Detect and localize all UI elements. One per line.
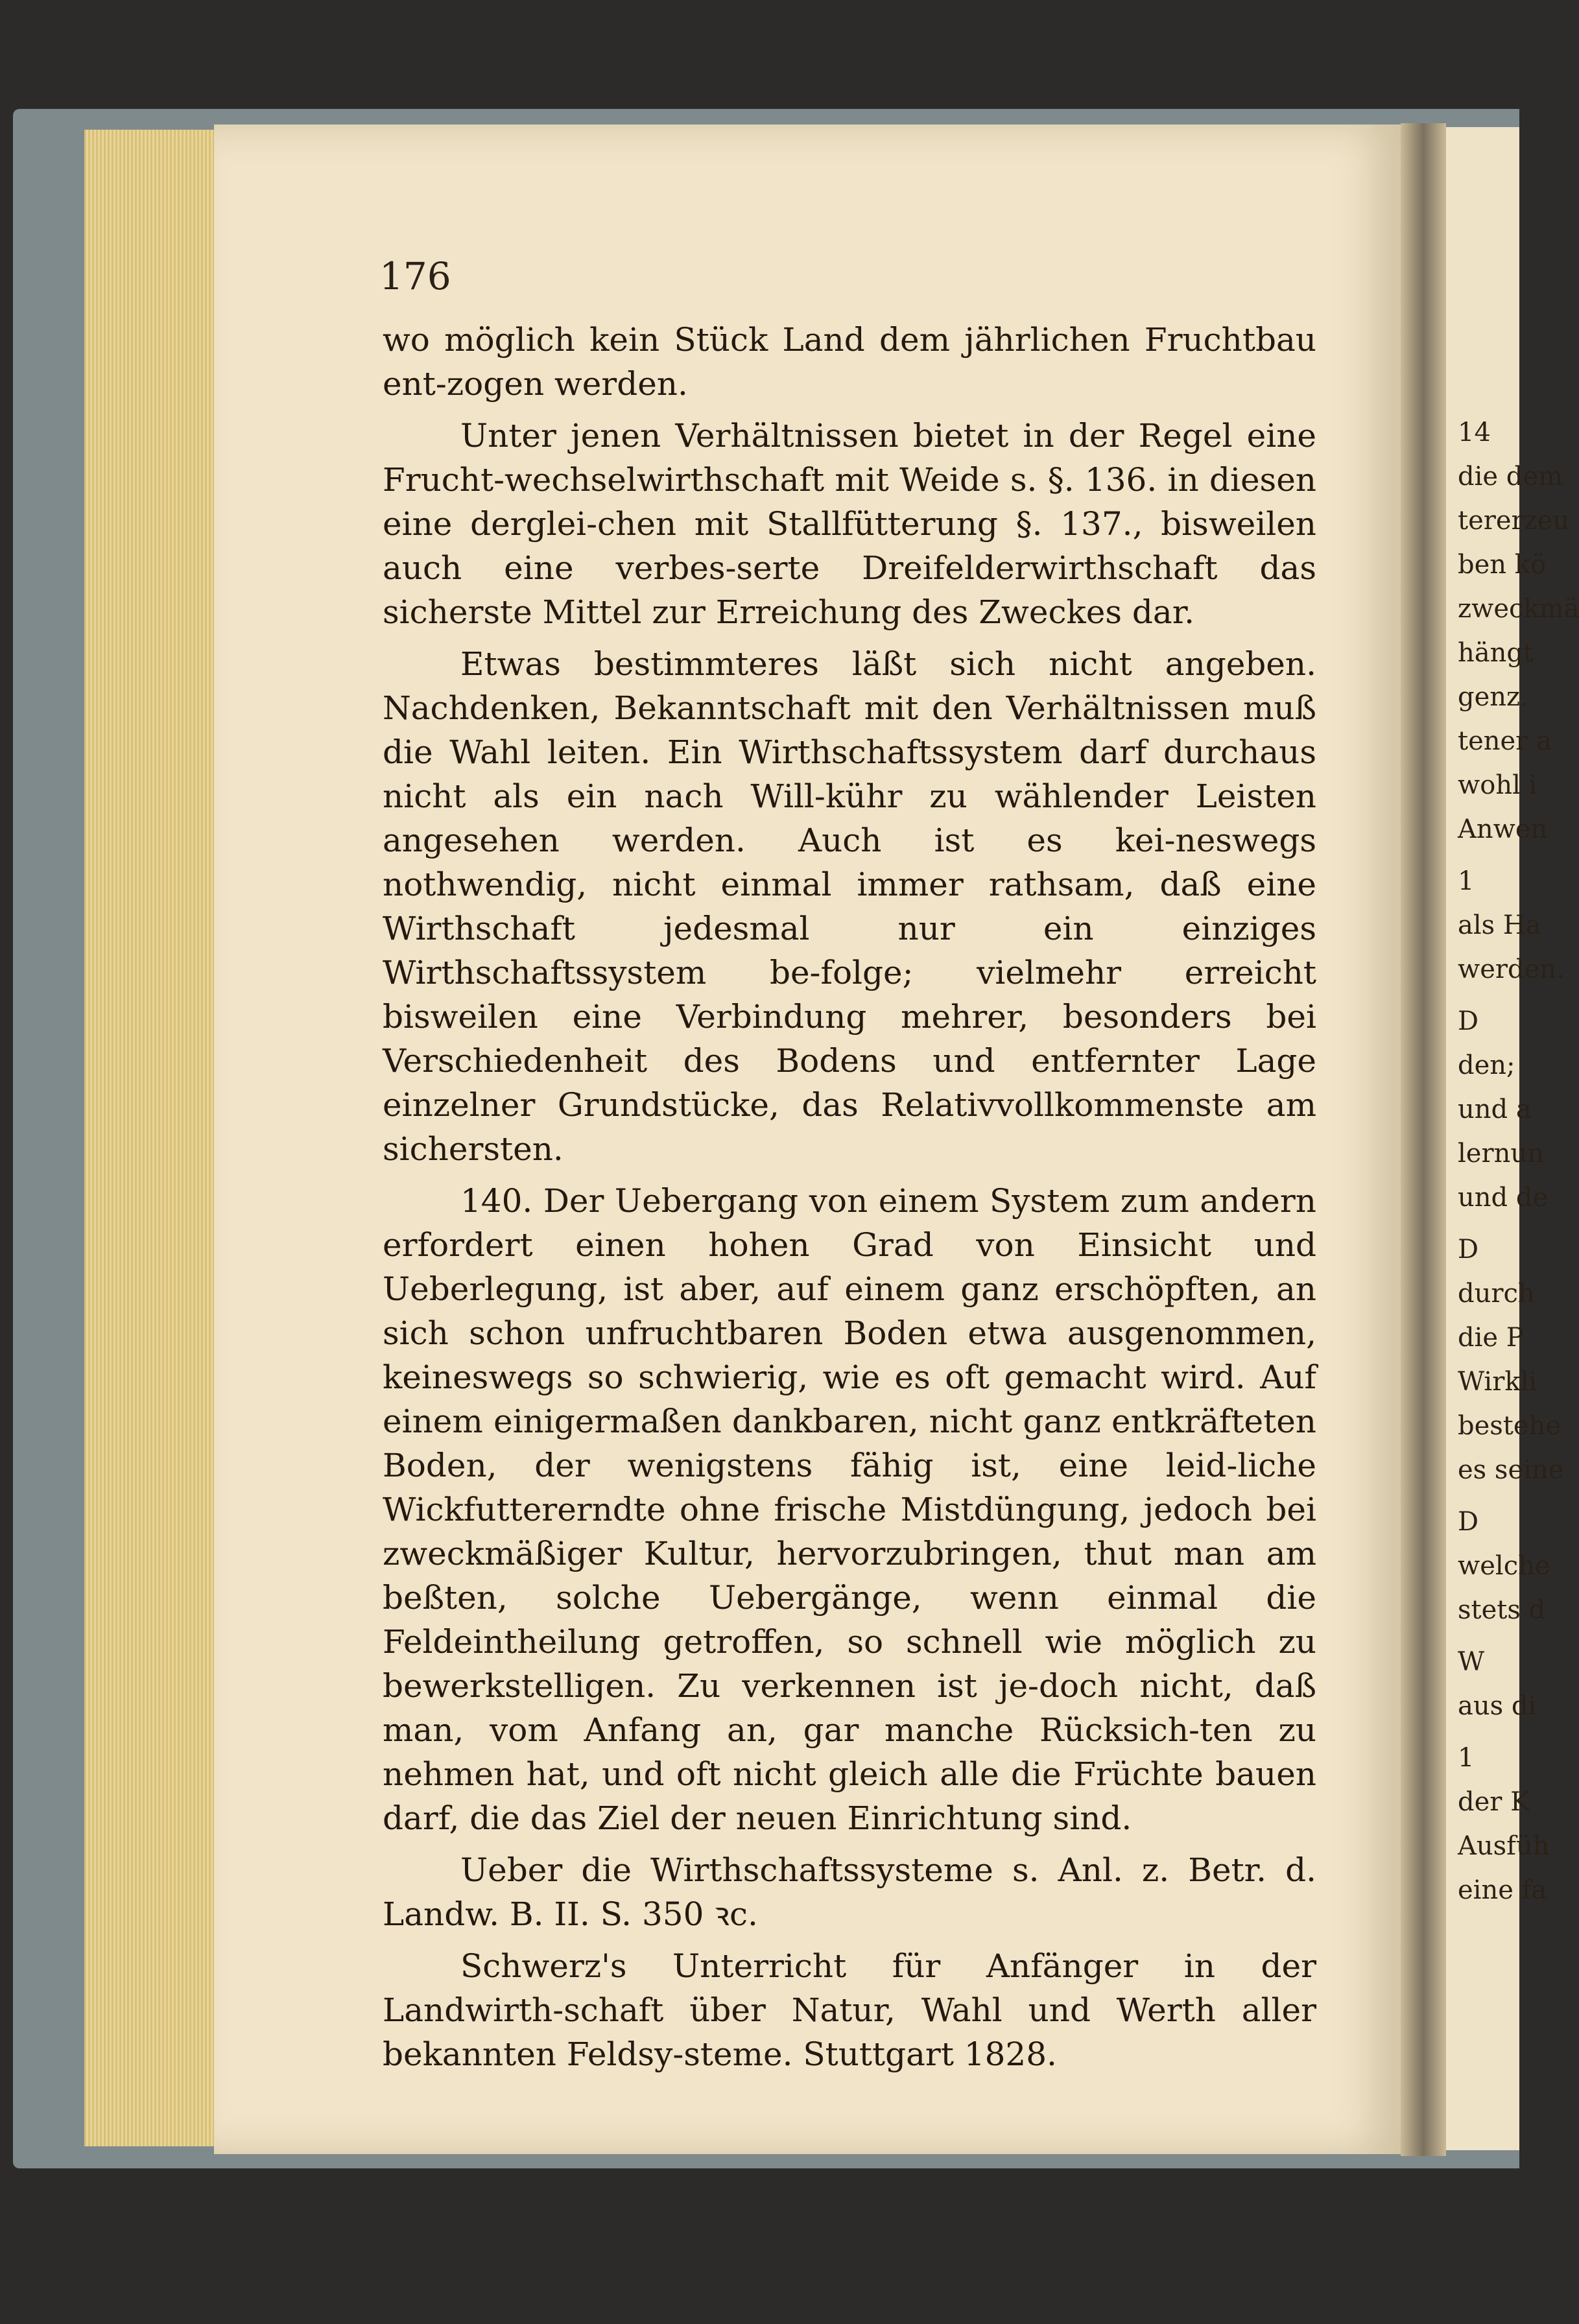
facing-line: der K	[1458, 1787, 1530, 1817]
facing-line: Wirkli	[1458, 1367, 1537, 1397]
facing-line: W	[1458, 1647, 1485, 1677]
facing-line: stets d	[1458, 1595, 1546, 1625]
facing-line: ben kö	[1458, 550, 1547, 580]
facing-line: und a	[1458, 1095, 1532, 1124]
right-page-fragment	[1446, 127, 1579, 2150]
facing-line: welche	[1458, 1551, 1550, 1581]
paragraph: wo möglich kein Stück Land dem jährlichen Fruchtbau ent-zogen werden.	[383, 321, 1316, 403]
facing-line: den;	[1458, 1050, 1515, 1080]
paragraph: Unter jenen Verhältnissen bietet in der Regel eine Frucht-wechselwirthschaft mit Weide s. §. 136. in diesen eine derglei-chen mit Stallfütterung §. 137., bisweilen auch eine verbes-serte Dreifelderwirthschaft das sicherste Mittel zur Erreichung des Zweckes dar.	[383, 417, 1316, 631]
facing-line: D	[1458, 1006, 1479, 1036]
facing-line: durch	[1458, 1279, 1535, 1309]
facing-line: genz.	[1458, 682, 1528, 712]
facing-line: die dem	[1458, 462, 1563, 492]
reference-paragraph: Schwerz's Unterricht für Anfänger in der Landwirth-schaft über Natur, Wahl und Werth aller bekannten Feldsy-steme. Stuttgart 1828.	[383, 1947, 1316, 2073]
facing-line: bestehe	[1458, 1411, 1561, 1441]
page-edges	[84, 130, 233, 2146]
facing-line: D	[1458, 1507, 1479, 1537]
facing-line: 1	[1458, 866, 1475, 896]
book-gutter	[1401, 123, 1446, 2156]
facing-line: aus di	[1458, 1691, 1537, 1721]
section-paragraph: 140. Der Uebergang von einem System zum andern erfordert einen hohen Grad von Einsicht und Ueberlegung, ist aber, auf einem ganz erschöpften, an sich schon unfruchtbaren Boden etwa ausgenommen, keineswegs so schwierig, wie es oft gemacht wird. Auf einem einigermaßen dankbaren, nicht ganz entkräfteten Boden, der wenigstens fähig ist, eine leid-liche Wickfuttererndte ohne frische Mistdüngung, jedoch bei zweckmäßiger Kultur, hervorzubringen, thut man am beßten, solche Uebergänge, wenn einmal die Feldeintheilung getroffen, so schnell wie möglich zu bewerkstelligen. Zu verkennen ist je-doch nicht, daß man, vom Anfang an, gar manche Rücksich-ten zu nehmen hat, und oft nicht gleich alle die Früchte bauen darf, die das Ziel der neuen Einrichtung sind.	[383, 1182, 1316, 1837]
facing-line: es seine	[1458, 1455, 1564, 1485]
facing-line: als Ha	[1458, 910, 1541, 940]
facing-line: tererzeu	[1458, 506, 1570, 536]
facing-line: 14	[1458, 418, 1491, 447]
facing-line: lernun	[1458, 1139, 1544, 1168]
facing-line: 1	[1458, 1743, 1475, 1773]
facing-line: tener a	[1458, 726, 1552, 756]
page-number: 176	[379, 254, 451, 298]
facing-line: Ausfüh	[1458, 1831, 1550, 1861]
facing-line: werden.	[1458, 954, 1565, 984]
facing-line: D	[1458, 1235, 1479, 1264]
facing-line: wohl i	[1458, 770, 1537, 800]
facing-line: zweckmä	[1458, 594, 1579, 624]
facing-line: die P	[1458, 1323, 1524, 1353]
paragraph: Etwas bestimmteres läßt sich nicht angeben. Nachdenken, Bekanntschaft mit den Verhältnissen muß die Wahl leiten. Ein Wirthschaftssystem darf durchaus nicht als ein nach Will-kühr zu wählender Leisten angesehen werden. Auch ist es kei-neswegs nothwendig, nicht einmal immer rathsam, daß eine Wirthschaft jedesmal nur ein einziges Wirthschaftssystem be-folge; vielmehr erreicht bisweilen eine Verbindung mehrer, besonders bei Verschiedenheit des Bodens und entfernter Lage einzelner Grundstücke, das Relativvollkommenste am sichersten.	[383, 645, 1316, 1168]
facing-line: hängt	[1458, 638, 1534, 668]
facing-line: und de	[1458, 1183, 1549, 1213]
facing-line: eine fa	[1458, 1875, 1547, 1905]
reference-paragraph: Ueber die Wirthschaftssysteme s. Anl. z. Betr. d. Landw. B. II. S. 350 ꝛc.	[383, 1851, 1316, 1933]
facing-line: Anwen	[1458, 814, 1548, 844]
page-body	[383, 318, 1316, 2084]
